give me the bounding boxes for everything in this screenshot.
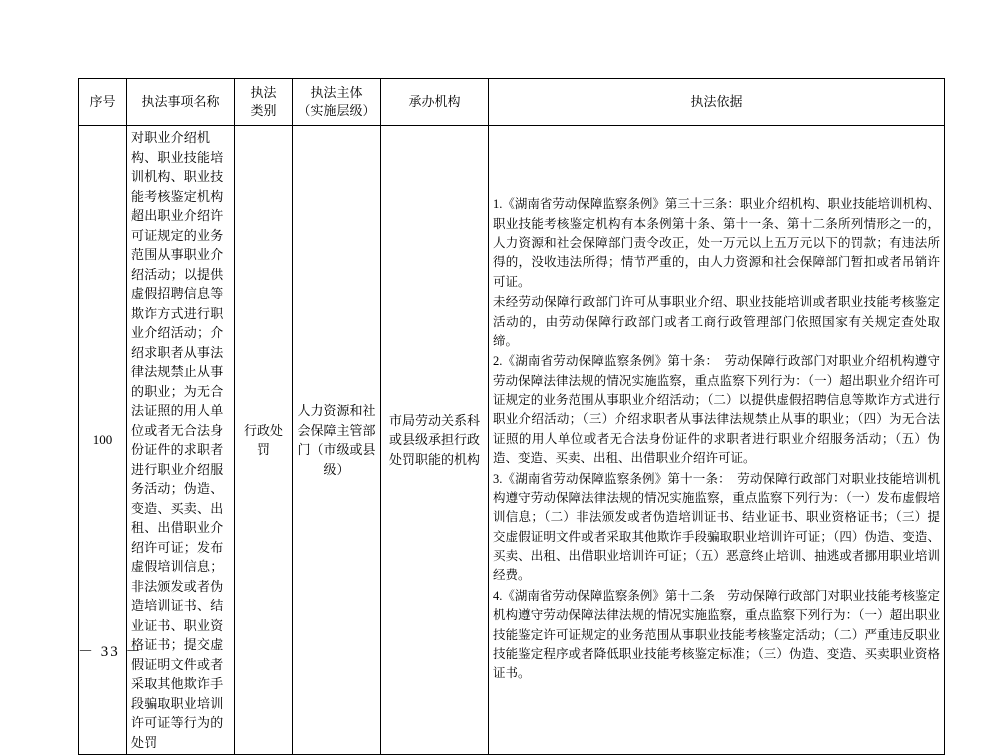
column-header-subject-line2: （实施层级）	[297, 103, 376, 118]
table-header-row	[79, 79, 945, 126]
table-row	[79, 126, 945, 755]
cell-legal-basis	[489, 126, 945, 755]
cell-item-name: 对职业介绍机构、职业技能培训机构、职业技能考核鉴定机构超出职业介绍许可证规定的业务范围从事职业介绍活动；以提供虚假招聘信息等欺诈方式进行职业介绍活动；介绍求职者从事法律法规禁止从事的职业；为无合法证照的用人单位或者无合法身份证件的求职者进行职业介绍服务活动；伪造、变造、买卖、出租、出借职业介绍许可证；发布虚假培训信息；非法颁发或者伪造培训证书、结业证书、职业资格证书；提交虚假证明文件或者采取其他欺诈手段骗取职业培训许可证等行为的处罚	[127, 126, 235, 755]
enforcement-items-table	[78, 78, 945, 755]
legal-basis-paragraph: 3.《湖南省劳动保障监察条例》第十一条： 劳动保障行政部门对职业技能培训机构遵守劳动保障法律法规的情况实施监察，重点监察下列行为：（一）发布虚假培训信息；（二）非法颁发或者伪造培训证书、结业证书、职业资格证书；（三）提交虚假证明文件或者采取其他欺诈手段骗取职业培训许可证；（四）伪造、变造、买卖、出租、出借职业培训许可证；（五）恶意终止培训、抽逃或者挪用职业培训经费。	[493, 471, 940, 583]
legal-basis-paragraph: 未经劳动保障行政部门许可从事职业介绍、职业技能培训或者职业技能考核鉴定活动的，由劳动保障行政部门或者工商行政管理部门依照国家有关规定查处取缔。	[493, 295, 940, 348]
page-number: － 33 －	[78, 644, 143, 660]
cell-subject: 人力资源和社会保障主管部门（市级或县级）	[293, 126, 381, 755]
column-header-subject	[293, 79, 381, 126]
column-header-category	[235, 79, 293, 126]
column-header-basis: 执法依据	[489, 79, 945, 126]
cell-sequence-number: 100	[79, 126, 127, 755]
column-header-category-line2: 类别	[250, 103, 277, 118]
cell-organization: 市局劳动关系科或县级承担行政处罚职能的机构	[381, 126, 489, 755]
column-header-name: 执法事项名称	[127, 79, 235, 126]
cell-category: 行政处罚	[235, 126, 293, 755]
legal-basis-paragraph: 2.《湖南省劳动保障监察条例》第十条： 劳动保障行政部门对职业介绍机构遵守劳动保障法律法规的情况实施监察，重点监察下列行为：（一）超出职业介绍许可证规定的业务范围从事职业介绍活动；（二）以提供虚假招聘信息等欺诈方式进行职业介绍活动；（三）介绍求职者从事法律法规禁止从事的职业；（四）为无合法证照的用人单位或者无合法身份证件的求职者进行职业介绍服务活动；（五）伪造、变造、买卖、出租、出借职业介绍许可证。	[493, 354, 940, 466]
column-header-organization: 承办机构	[381, 79, 489, 126]
legal-basis-paragraph: 1.《湖南省劳动保障监察条例》第三十三条：职业介绍机构、职业技能培训机构、职业技能考核鉴定机构有本条例第十条、第十一条、第十二条所列情形之一的，人力资源和社会保障部门责令改正，处一万元以上五万元以下的罚款；有违法所得的，没收违法所得；情节严重的，由人力资源和社会保障部门暂扣或者吊销许可证。	[493, 197, 940, 289]
column-header-seq: 序号	[79, 79, 127, 126]
column-header-category-line1: 执法	[250, 85, 277, 101]
legal-basis-paragraph: 4.《湖南省劳动保障监察条例》第十二条 劳动保障行政部门对职业技能考核鉴定机构遵守劳动保障法律法规的情况实施监察，重点监察下列行为：（一）超出职业技能鉴定许可证规定的业务范围从事职业技能考核鉴定活动；（二）严重违反职业技能鉴定程序或者降低职业技能考核鉴定标准；（三）伪造、变造、买卖职业资格证书。	[493, 588, 940, 681]
column-header-subject-line1: 执法主体	[310, 85, 363, 101]
